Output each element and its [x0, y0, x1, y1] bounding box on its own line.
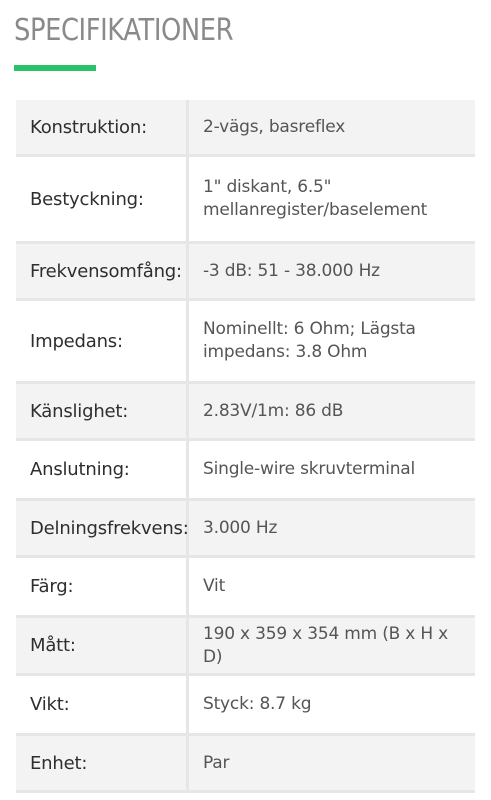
specifications-table [16, 100, 475, 793]
spec-value: 1" diskant, 6.5" mellanregister/baselement [203, 177, 428, 220]
spec-label: Frekvensomfång: [16, 244, 189, 298]
spec-value: Par [189, 736, 475, 790]
spec-row-impedans [16, 301, 475, 384]
spec-value: 2.83V/1m: 86 dB [189, 384, 475, 438]
spec-row-kanslighet [16, 384, 475, 441]
spec-value: Styck: 8.7 kg [203, 694, 312, 714]
spec-value: -3 dB: 51 - 38.000 Hz [189, 244, 475, 298]
spec-row-anslutning [16, 441, 475, 501]
title-underline [14, 65, 96, 71]
spec-label: Delningsfrekvens: [16, 501, 189, 555]
spec-label: Mått: [16, 618, 189, 673]
spec-label: Känslighet: [16, 384, 189, 438]
spec-row-enhet [16, 736, 475, 793]
spec-label: Konstruktion: [16, 100, 189, 154]
spec-value: Vit [203, 576, 226, 596]
spec-row-bestyckning [16, 157, 475, 244]
spec-row-farg [16, 558, 475, 618]
section-title: SPECIFIKATIONER [14, 13, 234, 48]
spec-value: 3.000 Hz [189, 501, 475, 555]
spec-row-matt [16, 618, 475, 676]
spec-value: 2-vägs, basreflex [189, 100, 475, 154]
spec-value: 190 x 359 x 354 mm (B x H x D) [189, 618, 475, 673]
spec-row-vikt [16, 676, 475, 736]
spec-value: Nominellt: 6 Ohm; Lägsta impedans: 3.8 Ohm [203, 319, 416, 362]
spec-row-delningsfrekvens [16, 501, 475, 558]
spec-row-konstruktion [16, 100, 475, 157]
spec-label: Vikt: [16, 676, 189, 733]
spec-label: Färg: [16, 558, 189, 615]
spec-label: Bestyckning: [16, 157, 189, 241]
spec-value: Single-wire skruvterminal [203, 459, 416, 479]
spec-row-frekvensomfang [16, 244, 475, 301]
spec-label: Impedans: [16, 301, 189, 381]
spec-label: Enhet: [16, 736, 189, 790]
spec-label: Anslutning: [16, 441, 189, 498]
